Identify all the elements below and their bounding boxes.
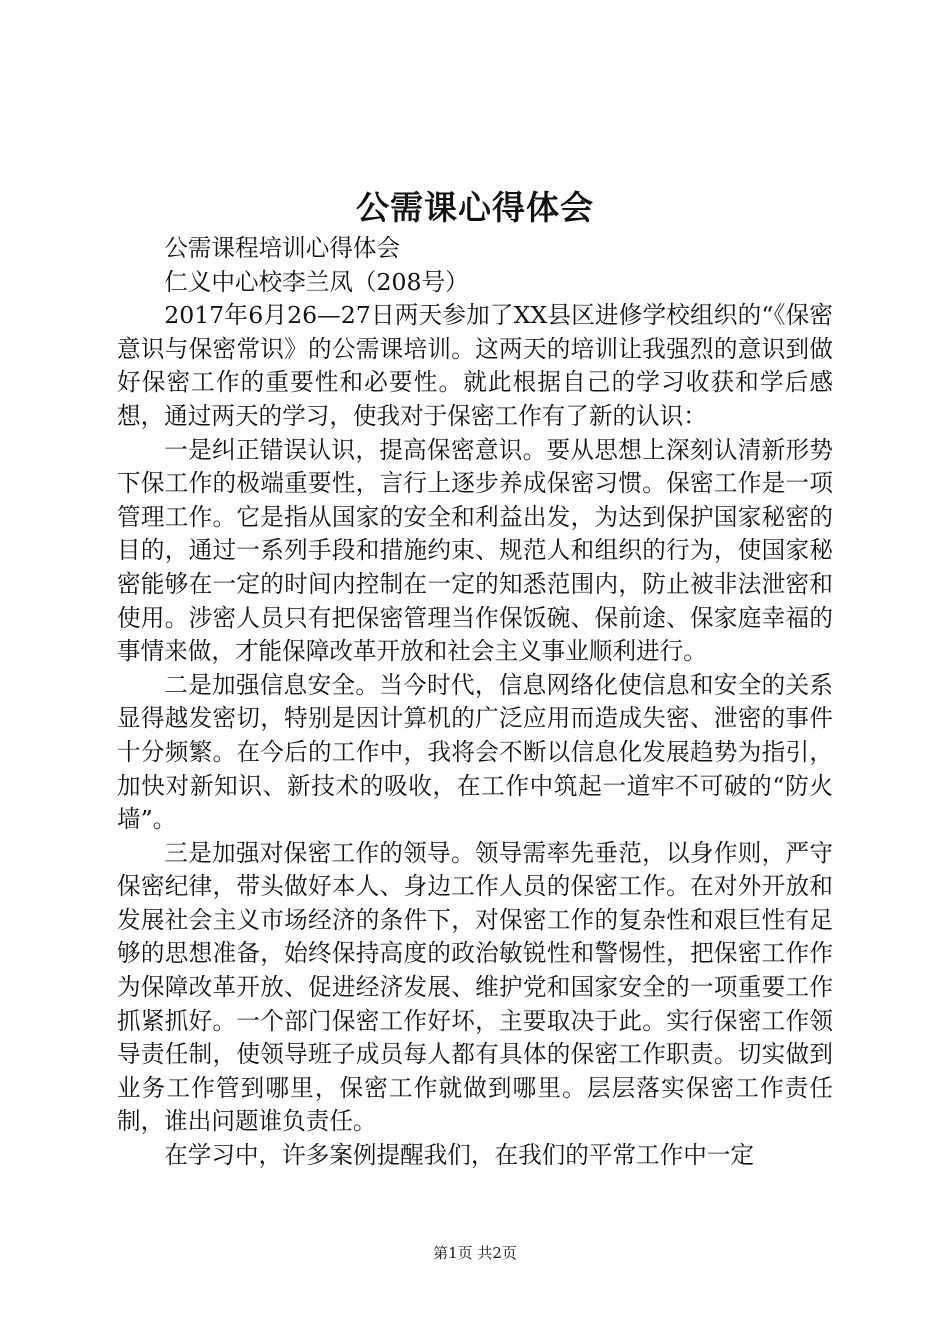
paragraph-closing: 在学习中，许多案例提醒我们，在我们的平常工作中一定 xyxy=(164,1141,755,1170)
paragraph-point-three: 三是加强对保密工作的领导。领导需率先垂范，以身作则，严守保密纪律，带头做好本人、身边工作人员的保密工作。在对外开放和发展社会主义市场经济的条件下，对保密工作的复杂性和艰巨性有足够的思想准备，始终保持高度的政治敏锐性和警惕性，把保密工作作为保障改革开放、促进经济发展、维护党和国家安全的一项重要工作抓紧抓好。一个部门保密工作好坏，主要取决于此。实行保密工作领导责任制，使领导班子成员每人都有具体的保密工作职责。切实做到业务工作管到哪里，保密工作就做到哪里。层层落实保密工作责任制，谁出问题谁负责任。 xyxy=(117,838,833,1136)
paragraph-subtitle: 公需课程培训心得体会 xyxy=(164,234,401,262)
paragraph-point-two: 二是加强信息安全。当今时代，信息网络化使信息和安全的关系显得越发密切，特别是因计算机的广泛应用而造成失密、泄密的事件十分频繁。在今后的工作中，我将会不断以信息化发展趋势为指引，加快对新知识、新技术的吸收，在工作中筑起一道牢不可破的“防火墙”。 xyxy=(117,670,833,834)
page-footer: 第1页 共2页 xyxy=(433,1244,517,1262)
paragraph-author: 仁义中心校李兰凤（208号） xyxy=(164,267,469,296)
document-body xyxy=(117,232,833,1173)
paragraph-point-one: 一是纠正错误认识，提高保密意识。要从思想上深刻认清新形势下保工作的极端重要性，言行上逐步养成保密习惯。保密工作是一项管理工作。它是指从国家的安全和利益出发，为达到保护国家秘密的目的，通过一系列手段和措施约束、规范人和组织的行为，使国家秘密能够在一定的时间内控制在一定的知悉范围内，防止被非法泄密和使用。涉密人员只有把保密管理当作保饭碗、保前途、保家庭幸福的事情来做，才能保障改革开放和社会主义事业顺利进行。 xyxy=(117,435,833,666)
document-title: 公需课心得体会 xyxy=(356,188,594,227)
paragraph-intro: 2017年6月26—27日两天参加了XX县区进修学校组织的“《保密意识与保密常识》的公需课培训。这两天的培训让我强烈的意识到做好保密工作的重要性和必要性。就此根据自己的学习收获和学后感想，通过两天的学习，使我对于保密工作有了新的认识： xyxy=(117,301,833,430)
